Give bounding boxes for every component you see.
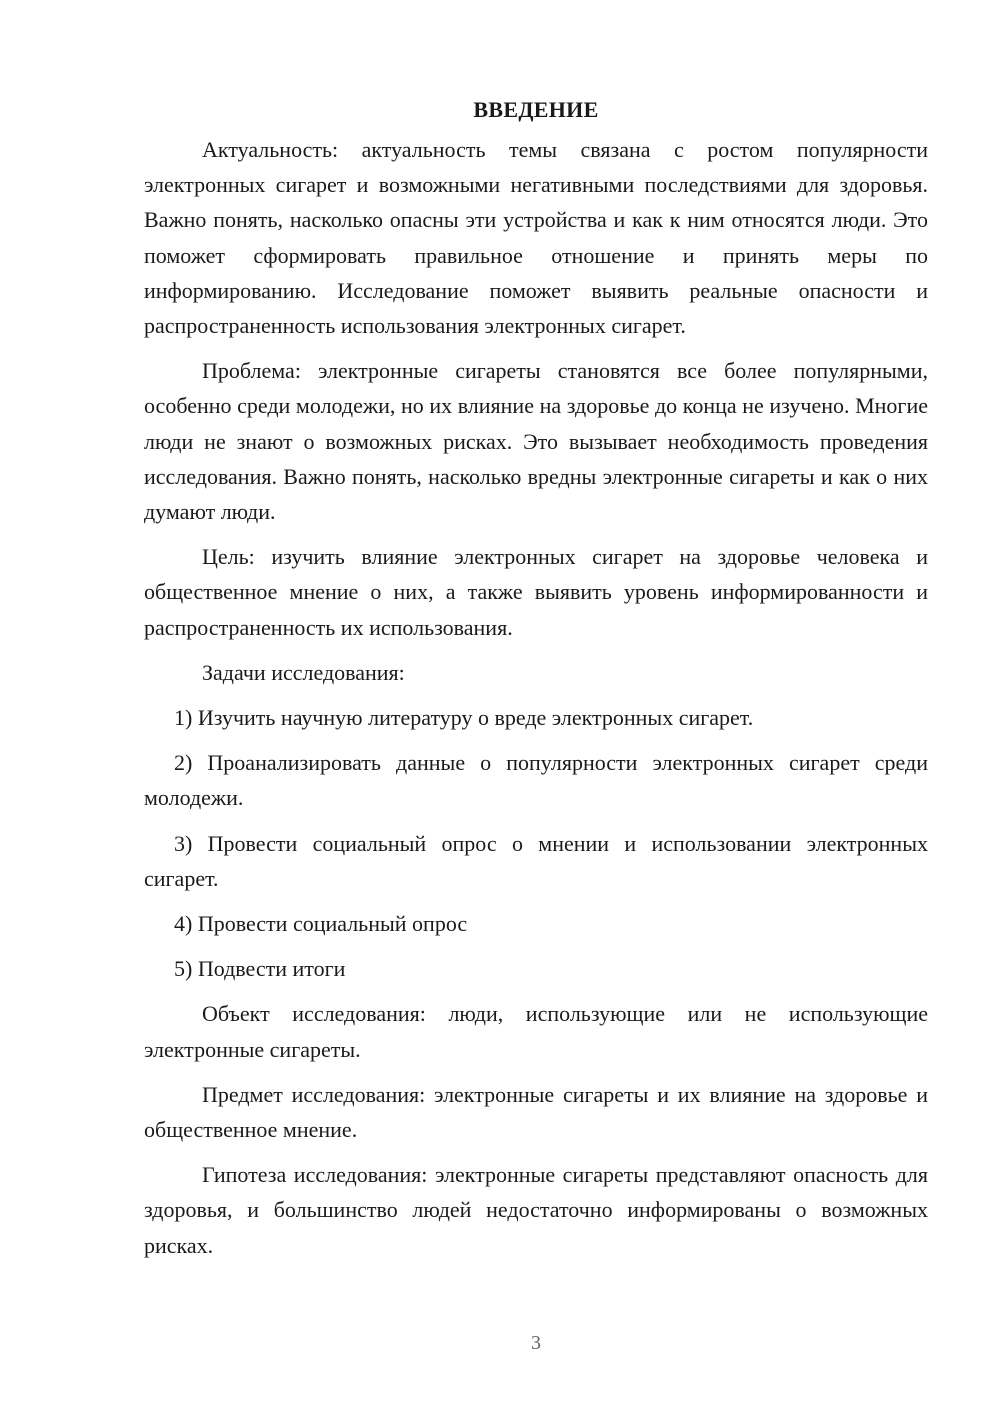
section-title: ВВЕДЕНИЕ: [473, 97, 599, 122]
paragraph-hypothesis: Гипотеза исследования: электронные сигареты представляют опасность для здоровья, и большинство людей недостаточно информированы о возможных рисках.: [144, 1162, 928, 1258]
task-item-3: 3) Провести социальный опрос о мнении и использовании электронных сигарет.: [144, 830, 928, 891]
task-item-4: 4) Провести социальный опрос: [174, 911, 468, 937]
task-item-2: 2) Проанализировать данные о популярности электронных сигарет среди молодежи.: [144, 750, 928, 811]
tasks-label: Задачи исследования:: [202, 659, 405, 685]
task-item-5: 5) Подвести итоги: [174, 956, 346, 982]
paragraph-relevance: Актуальность: актуальность темы связана с ростом популярности электронных сигарет и возможными негативными последствиями для здоровья. Важно понять, насколько опасны эти устройства и как к ним относятся люди. Это поможет сформировать правильное отношение и принять меры по информированию. Исследование поможет выявить реальные опасности и распространенность использования электронных сигарет.: [144, 137, 928, 339]
paragraph-problem: Проблема: электронные сигареты становятся все более популярными, особенно среди молодежи, но их влияние на здоровье до конца не изучено. Многие люди не знают о возможных рисках. Это вызывает необходимость проведения исследования. Важно понять, насколько вредны электронные сигареты и как о них думают люди.: [144, 358, 928, 525]
paragraph-goal: Цель: изучить влияние электронных сигарет на здоровье человека и общественное мнение о них, а также выявить уровень информированности и распространенность их использования.: [144, 544, 928, 640]
document-page: [144, 92, 928, 1273]
page-number: 3: [531, 1332, 541, 1354]
paragraph-object: Объект исследования: люди, использующие или не использующие электронные сигареты.: [144, 1001, 928, 1062]
task-item-1: 1) Изучить научную литературу о вреде электронных сигарет.: [174, 705, 754, 731]
paragraph-subject: Предмет исследования: электронные сигареты и их влияние на здоровье и общественное мнение.: [144, 1081, 928, 1143]
